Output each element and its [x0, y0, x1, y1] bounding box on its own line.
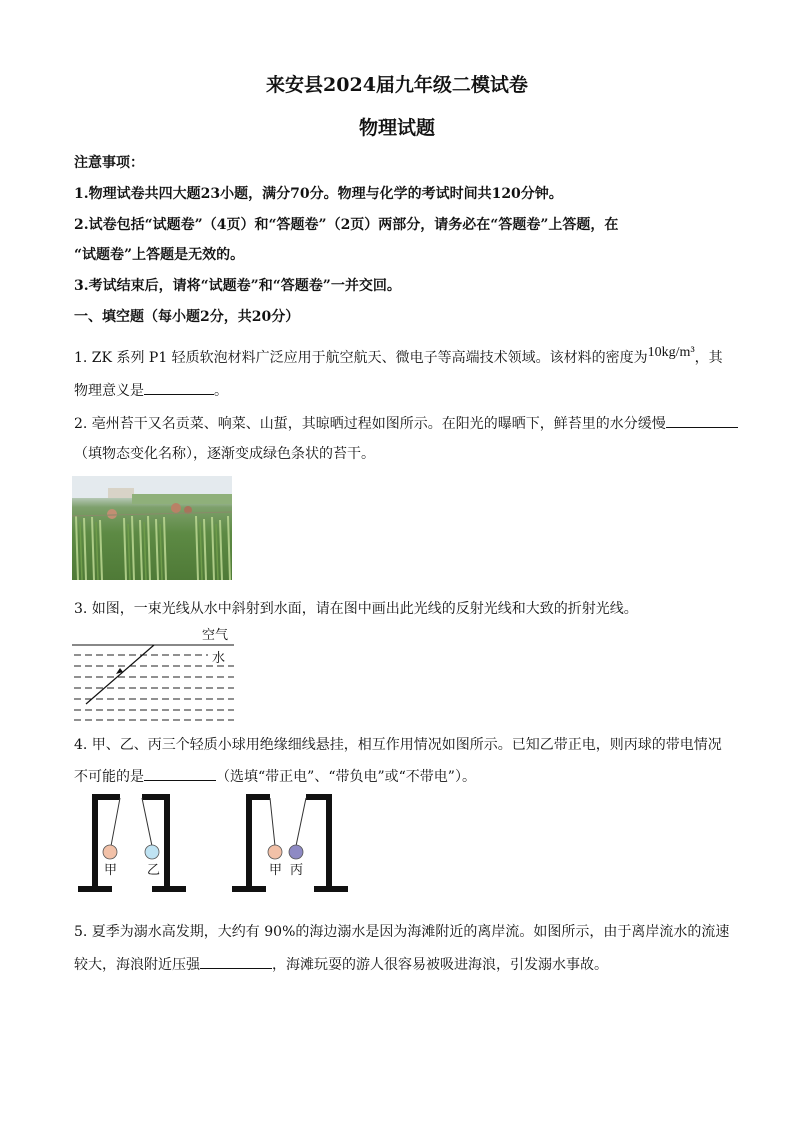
notes-heading: 注意事项：: [74, 155, 144, 171]
label-air: 空气: [202, 628, 229, 643]
ball-bing: [289, 845, 303, 859]
ball-jia-left: [103, 845, 117, 859]
answer-blank-4[interactable]: [144, 766, 216, 781]
exam-title: 来安县2024届九年级二模试卷: [266, 74, 528, 96]
question-4-line-2: [74, 766, 476, 786]
light-refraction-diagram: [72, 624, 242, 724]
left-frame: [78, 794, 186, 892]
question-5-line-2: [74, 954, 608, 974]
label-jia-right: 甲: [269, 863, 283, 878]
ball-jia-right: [268, 845, 282, 859]
question-1-text: 1. ZK 系列 P1 轻质软泡材料广泛应用于航空航天、微电子等高端技术领域。该材料的密度为: [74, 350, 648, 366]
question-1-line-2: [74, 380, 228, 400]
question-2-line-2: （填物态变化名称），逐渐变成绿色条状的苔干。: [74, 446, 375, 462]
label-yi: 乙: [147, 863, 161, 878]
notes-item-2-cont: “试题卷”上答题是无效的。: [74, 247, 245, 263]
ball-yi: [145, 845, 159, 859]
question-3-text: 3. 如图，一束光线从水中斜射到水面，请在图中画出此光线的反射光线和大致的折射光线。: [74, 601, 638, 617]
question-5-line-1: 5. 夏季为溺水高发期，大约有 90%的海边溺水是因为海滩附近的离岸流。如图所示，由于离岸流水的流速: [74, 924, 730, 940]
notes-item-1: 1.物理试卷共四大题23小题，满分70分。物理与化学的考试时间共120分钟。: [74, 186, 563, 202]
answer-blank-2[interactable]: [666, 413, 738, 428]
question-4-line-1: 4. 甲、乙、丙三个轻质小球用绝缘细线悬挂，相互作用情况如图所示。已知乙带正电，则丙球的带电情况: [74, 737, 722, 753]
density-value: 10kg/m³: [647, 345, 695, 360]
label-jia-left: 甲: [104, 863, 118, 878]
notes-item-2: 2.试卷包括“试题卷”（4页）和“答题卷”（2页）两部分，请务必在“答题卷”上答题，在: [74, 217, 619, 233]
label-bing: 丙: [290, 863, 304, 878]
question-1-line-1: [74, 347, 723, 367]
drying-photo: [72, 476, 232, 580]
incident-ray: [86, 645, 154, 704]
charged-balls-diagram: [70, 790, 350, 902]
question-1-text-2: 物理意义是: [74, 383, 144, 399]
question-2-text: 2. 亳州苔干又名贡菜、响菜、山蜇，其晾晒过程如图所示。在阳光的曝晒下，鲜苔里的水分缓慢: [74, 416, 666, 432]
water-dashes: [74, 655, 234, 720]
question-2-line-1: [74, 413, 738, 433]
drying-photo-art: [72, 476, 232, 580]
answer-blank-1[interactable]: [144, 380, 214, 395]
question-5-text: 较大，海浪附近压强: [74, 957, 200, 973]
question-5-text-end: ，海滩玩耍的游人很容易被吸进海浪，引发溺水事故。: [272, 957, 608, 973]
question-4-options: （选填“带正电”、“带负电”或“不带电”）。: [216, 769, 476, 785]
answer-blank-5[interactable]: [200, 954, 272, 969]
exam-subtitle: 物理试题: [358, 117, 435, 139]
notes-item-3: 3.考试结束后，请将“试题卷”和“答题卷”一并交回。: [74, 278, 401, 294]
question-1-text-end: ，其: [694, 350, 723, 366]
question-1-period: 。: [214, 383, 228, 399]
section-heading: 一、填空题（每小题2分，共20分）: [74, 309, 300, 325]
question-4-text: 不可能的是: [74, 769, 144, 785]
label-water: 水: [212, 651, 226, 666]
